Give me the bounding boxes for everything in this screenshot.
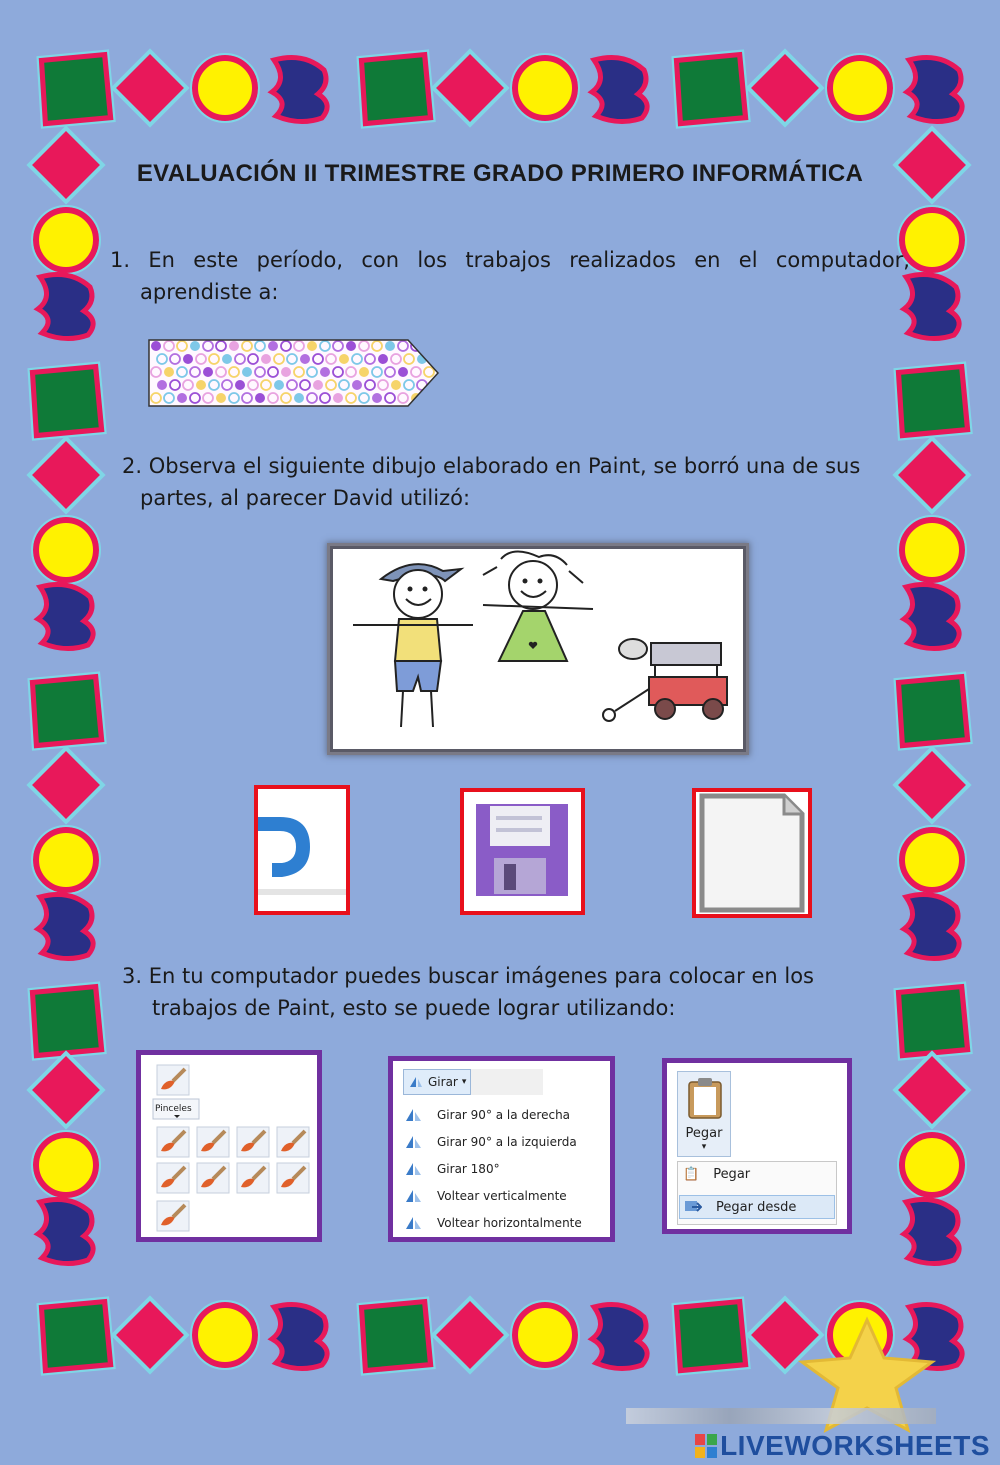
border-square-shape [38,51,115,128]
page-title: EVALUACIÓN II TRIMESTRE GRADO PRIMERO INFORMÁTICA [136,160,864,187]
rotate-button[interactable] [403,1069,471,1095]
paste-menu-item[interactable] [683,1167,750,1182]
border-square-shape [29,673,106,750]
border-circle-shape [32,826,100,894]
undo-icon [258,789,346,911]
clipboard-small-icon: 📋 [683,1167,700,1182]
rotate-menu-item[interactable] [403,1209,613,1236]
border-circle-shape [191,1301,259,1369]
pencil-dot [430,380,440,390]
border-square-shape [673,1298,750,1375]
border-blob-shape [592,1305,647,1369]
border-blob-shape [38,275,93,339]
rotate-menu-item[interactable] [403,1128,613,1155]
border-square-shape [29,363,106,440]
border-blob-shape [272,1305,327,1369]
girl-figure [483,551,593,661]
pencil-dot [157,380,167,390]
question-2-number: 2. [122,454,143,478]
border-blob-shape [38,895,93,959]
pencil-dot [339,354,349,364]
question-1-word: este [193,248,239,272]
blurred-caption [626,1408,936,1424]
paste-from-label: Pegar desde [716,1199,797,1215]
pencil-dot [307,341,317,351]
pencil-dot [151,341,161,351]
pencil-dot [430,354,440,364]
pencil-dot [300,354,310,364]
border-diamond-shape [29,438,103,512]
paste-item-label: Pegar [713,1167,751,1182]
paste-from-icon [684,1200,702,1214]
rotate-icon [408,1075,424,1089]
rotate-option-icon [403,1188,423,1204]
brush-icon[interactable] [237,1163,269,1193]
border-circle-shape [191,54,259,122]
pencil-dot [235,380,245,390]
rotate-option-label: Girar 90° a la izquierda [437,1134,577,1149]
rotate-menu-option[interactable] [388,1056,615,1242]
question-1-word: los [417,248,448,272]
brush-icon[interactable] [157,1201,189,1231]
question-1-word: con [361,248,400,272]
question-1-word: el [738,248,758,272]
pencil-dot [203,367,213,377]
brush-icon[interactable] [237,1127,269,1157]
rotate-option-icon [403,1107,423,1123]
rotate-option-icon [403,1215,423,1231]
clipboard-icon [685,1076,725,1120]
border-diamond-shape [113,1298,187,1372]
pencil-dot [274,380,284,390]
border-square-shape [29,983,106,1060]
question-1-word: período, [256,248,344,272]
rotate-option-icon [403,1161,423,1177]
pencil-dot [190,341,200,351]
brush-icon[interactable] [157,1065,189,1095]
rotate-button-label: Girar [428,1075,458,1089]
border-diamond-shape [29,748,103,822]
floppy-save-icon [464,792,581,911]
kids-drawing [333,549,743,749]
border-blob-shape [38,1200,93,1264]
chevron-down-icon: ▾ [701,1142,707,1152]
question-1-line-2: aprendiste a: [140,280,279,304]
pencil-dot [385,341,395,351]
pencil-dot [177,393,187,403]
pencil-dot [378,354,388,364]
border-circle-shape [898,516,966,584]
border-blob-shape [592,58,647,122]
undo-option[interactable] [254,785,350,915]
question-3-line-1: En tu computador puedes buscar imágenes para colocar en los [148,964,814,988]
question-1-word: trabajos [465,248,551,272]
pencil-dot [222,354,232,364]
border-square-shape [673,51,750,128]
brush-icon[interactable] [277,1163,309,1193]
border-square-shape [358,51,435,128]
pencil-dot [333,393,343,403]
border-circle-shape [826,54,894,122]
pencil-dot [424,393,434,403]
border-diamond-shape [113,51,187,125]
question-1 [110,244,910,308]
rotate-menu-item[interactable] [403,1182,613,1209]
pencil-dot [372,393,382,403]
kids-drawing-image [330,546,746,752]
boy-figure [353,564,473,727]
rotate-option-label: Voltear verticalmente [437,1188,567,1203]
pencil-dot [268,341,278,351]
border-diamond-shape [748,51,822,125]
brush-icon[interactable] [157,1163,189,1193]
border-blob-shape [904,585,959,649]
liveworksheets-brand [695,1430,990,1462]
rotate-option-label: Girar 90° a la derecha [437,1107,571,1122]
rotate-menu-item[interactable] [403,1155,613,1182]
question-3-line-2: trabajos de Paint, esto se puede lograr utilizando: [152,996,676,1020]
question-3 [122,960,912,1024]
border-circle-shape [898,1131,966,1199]
question-1-word: en [694,248,721,272]
question-2 [122,450,912,514]
new-document-icon [696,792,808,914]
brand-text: LIVEWORKSHEETS [720,1430,990,1461]
pencil-dot [183,354,193,364]
border-square-shape [358,1298,435,1375]
question-1-number: 1. [110,248,131,272]
pencil-dot [281,367,291,377]
border-diamond-shape [433,1298,507,1372]
dog-wagon-figure [603,639,727,721]
border-circle-shape [32,516,100,584]
rotate-option-icon [403,1134,423,1150]
question-1-word: computador, [775,248,910,272]
question-2-line-1: Observa el siguiente dibujo elaborado en Paint, se borró una de sus [148,454,861,478]
border-blob-shape [904,1200,959,1264]
pencil-dot [255,393,265,403]
save-option[interactable] [460,788,585,915]
border-diamond-shape [895,1053,969,1127]
pencil-dot [313,380,323,390]
border-blob-shape [904,895,959,959]
question-3-number: 3. [122,964,143,988]
pencil-dot [261,354,271,364]
border-blob-shape [38,585,93,649]
pencil-dot [294,393,304,403]
rotate-option-label: Voltear horizontalmente [437,1215,582,1230]
rotate-option-label: Girar 180° [437,1161,500,1176]
border-circle-shape [32,206,100,274]
brushes-option[interactable] [136,1050,322,1242]
border-circle-shape [511,1301,579,1369]
pencil-dot [398,367,408,377]
pencil-dot [164,367,174,377]
pencil-dot [242,367,252,377]
pencil-dot [424,341,434,351]
pencil-dot [352,380,362,390]
border-diamond-shape [433,51,507,125]
pencil-dot [391,380,401,390]
brush-icon[interactable] [157,1127,189,1157]
pencil-dot [359,367,369,377]
paste-from-menu-item[interactable] [679,1195,835,1219]
brushes-label: Pinceles [155,1104,192,1114]
brush-icon[interactable] [197,1163,229,1193]
paste-menu-option[interactable] [662,1058,852,1234]
border-circle-shape [32,1131,100,1199]
border-circle-shape [511,54,579,122]
border-square-shape [38,1298,115,1375]
border-blob-shape [272,58,327,122]
new-file-option[interactable] [692,788,812,918]
border-blob-shape [904,275,959,339]
pencil-dot [346,341,356,351]
border-square-shape [895,673,972,750]
paste-button[interactable] [677,1071,731,1157]
border-square-shape [895,363,972,440]
question-1-word: realizados [569,248,676,272]
pencil-drawing [148,339,440,407]
border-diamond-shape [29,1053,103,1127]
brush-icon[interactable] [277,1127,309,1157]
liveworksheets-logo-icon [695,1434,717,1458]
question-1-line-1 [110,244,910,276]
brush-icon[interactable] [197,1127,229,1157]
pencil-dot [229,341,239,351]
border-blob-shape [907,58,962,122]
border-circle-shape [898,826,966,894]
border-diamond-shape [895,748,969,822]
chevron-down-icon: ▾ [461,1077,467,1087]
question-1-word: En [148,248,175,272]
paste-button-label: Pegar [685,1126,723,1141]
rotate-menu-item[interactable] [403,1101,613,1128]
pencil-dot [320,367,330,377]
brushes-panel [141,1055,317,1237]
pencil-dot [216,393,226,403]
pencil-dot [196,380,206,390]
question-2-line-2: partes, al parecer David utilizó: [140,486,471,510]
